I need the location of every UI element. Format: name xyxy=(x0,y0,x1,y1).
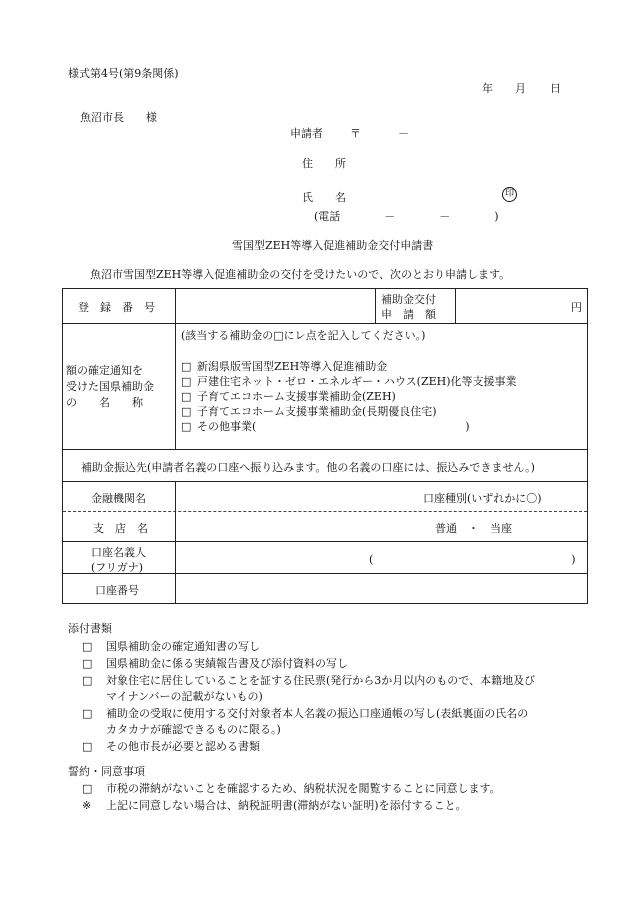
grant-option[interactable]: □ 新潟県版雪国型ZEH等導入促進補助金 xyxy=(181,360,388,373)
name-label: 氏 名 xyxy=(302,191,346,204)
transfer-note: 補助金振込先(申請者名義の口座へ振り込みます。他の名義の口座には、振込みできません。) xyxy=(81,461,535,474)
bank-label: 金融機関名 xyxy=(91,492,146,505)
attachment-item: □ その他市長が必要と認める書類 xyxy=(82,740,260,753)
addressee: 魚沼市長 様 xyxy=(80,111,157,124)
postal-dash: － xyxy=(398,127,409,140)
consent-item: □ 市税の滞納がないことを確認するため、納税状況を閲覧することに同意します。 xyxy=(82,782,501,795)
account-type-label: 口座種別(いずれかに〇) xyxy=(423,492,542,505)
account-number-field[interactable] xyxy=(175,574,585,603)
registration-number-field[interactable] xyxy=(175,290,375,323)
grant-label-line2: 受けた国県補助金 xyxy=(66,380,154,393)
amount-label-line2: 申 請 額 xyxy=(381,308,436,321)
checkbox[interactable]: □ xyxy=(181,420,192,433)
amount-field[interactable] xyxy=(455,290,565,323)
checkbox[interactable]: □ xyxy=(181,405,192,418)
checkbox[interactable]: □ xyxy=(82,657,93,670)
branch-name-field[interactable] xyxy=(175,512,415,541)
attachment-item: □ 国県補助金に係る実績報告書及び添付資料の写し xyxy=(82,657,348,670)
holder-kana-field[interactable]: ( ) xyxy=(369,553,576,566)
registration-number-label: 登 録 番 号 xyxy=(78,301,155,314)
yen-unit: 円 xyxy=(571,301,582,314)
checkbox[interactable]: □ xyxy=(181,375,192,388)
seal-mark: 印 xyxy=(502,187,517,202)
bank-name-field[interactable] xyxy=(175,482,415,511)
page-title: 雪国型ZEH等導入促進補助金交付申請書 xyxy=(232,239,434,252)
intro-text: 魚沼市雪国型ZEH等導入促進補助金の交付を受けたいので、次のとおり申請します。 xyxy=(90,268,511,281)
phone-line: (電話 － － ) xyxy=(314,210,499,223)
attachment-item: □ 国県補助金の確定通知書の写し xyxy=(82,640,260,653)
checkbox[interactable]: □ xyxy=(82,674,93,687)
attachment-item: □ 補助金の受取に使用する交付対象者本人名義の振込口座通帳の写し(表紙裏面の氏名の xyxy=(82,707,529,720)
amount-label-line1: 補助金交付 xyxy=(381,293,436,306)
account-number-label: 口座番号 xyxy=(95,584,139,597)
address-label: 住 所 xyxy=(302,157,346,170)
grant-option[interactable]: □ 子育てエコホーム支援事業補助金(ZEH) xyxy=(181,390,396,403)
grant-option[interactable]: □ その他事業( ) xyxy=(181,420,470,433)
date-month: 月 xyxy=(515,82,526,95)
applicant-label: 申請者 xyxy=(290,127,323,140)
postal-mark: 〒 xyxy=(350,127,361,140)
grant-label-line3: の 名 称 xyxy=(66,396,143,409)
checkbox[interactable]: □ xyxy=(181,360,192,373)
checkbox[interactable]: □ xyxy=(82,740,93,753)
form-number: 様式第4号(第9条関係) xyxy=(68,67,179,80)
checkbox[interactable]: □ xyxy=(82,707,93,720)
account-type-options[interactable]: 普通 ・ 当座 xyxy=(435,522,512,535)
checkbox[interactable]: □ xyxy=(82,782,93,795)
attachment-item-cont: カタカナが確認できるものに限る。) xyxy=(106,723,281,736)
checkbox[interactable]: □ xyxy=(181,390,192,403)
application-table xyxy=(62,288,588,604)
checkbox[interactable]: □ xyxy=(82,640,93,653)
attachments-heading: 添付書類 xyxy=(68,622,112,635)
date-day: 日 xyxy=(550,82,561,95)
branch-label: 支 店 名 xyxy=(93,522,148,535)
attachment-item: □ 対象住宅に居住していることを証する住民票(発行から3か月以内のもので、本籍地及び xyxy=(82,674,536,687)
date-year: 年 xyxy=(482,82,493,95)
holder-label-line2: (フリガナ) xyxy=(91,561,144,574)
attachment-item-cont: マイナンバーの記載がないもの) xyxy=(106,690,263,703)
consent-note: ※ 上記に同意しない場合は、納税証明書(滞納がない証明)を添付すること。 xyxy=(82,799,467,812)
note-mark: ※ xyxy=(82,799,92,812)
grant-option[interactable]: □ 子育てエコホーム支援事業補助金(長期優良住宅) xyxy=(181,405,437,418)
grant-note: (該当する補助金の□にレ点を記入してください。) xyxy=(181,329,426,342)
consent-heading: 誓約・同意事項 xyxy=(68,765,145,778)
holder-label-line1: 口座名義人 xyxy=(91,546,146,559)
grant-label-line1: 額の確定通知を xyxy=(66,364,143,377)
grant-option[interactable]: □ 戸建住宅ネット・ゼロ・エネルギー・ハウス(ZEH)化等支援事業 xyxy=(181,375,517,388)
